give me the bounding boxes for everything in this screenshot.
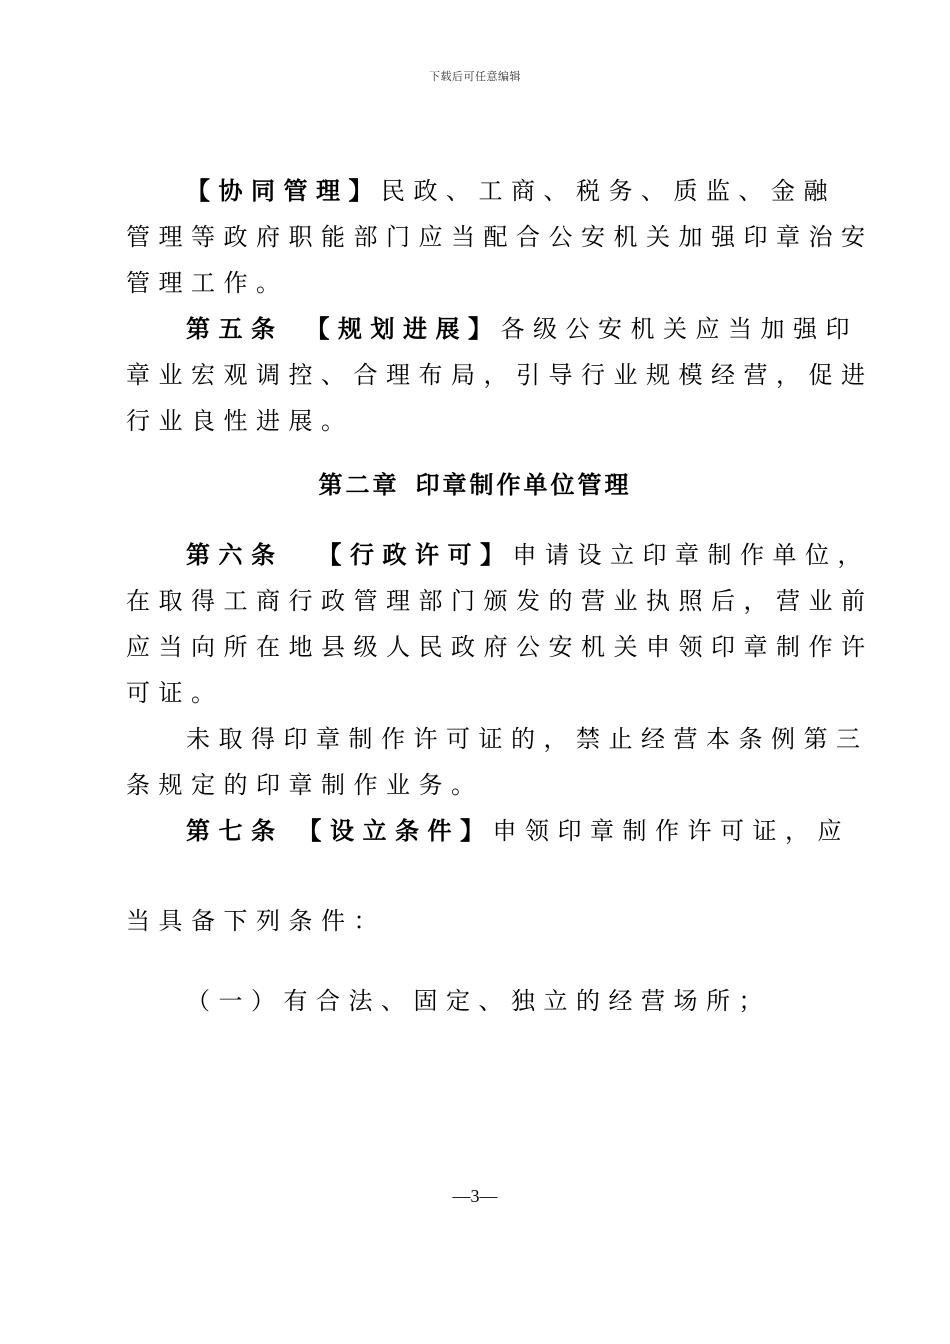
list-item: （一）有合法、固定、独立的经营场所； <box>186 987 771 1015</box>
article-number: 第七条 <box>186 817 284 845</box>
clause-tag: 【设立条件】 <box>297 817 493 845</box>
text-line <box>186 176 836 206</box>
text-line: 当具备下列条件： <box>126 907 386 935</box>
text-line: 应当向所在地县级人民政府公安机关申领印章制作许 <box>126 633 874 661</box>
text-line: 可证。 <box>126 679 224 707</box>
text-line: 管理等政府职能部门应当配合公安机关加强印章治安 <box>126 223 874 251</box>
text-line: 在取得工商行政管理部门颁发的营业执照后，营业前 <box>126 587 874 615</box>
chapter-heading <box>0 470 950 500</box>
article-number: 第五条 <box>186 315 284 343</box>
text-line: 未取得印章制作许可证的，禁止经营本条例第三 <box>186 725 869 753</box>
clause-tag: 【行政许可】 <box>317 541 513 569</box>
chapter-number: 第二章 <box>318 471 400 499</box>
text-span: 民政、工商、税务、质监、金融 <box>381 177 836 205</box>
text-line <box>186 314 858 344</box>
text-span: 申请设立印章制作单位， <box>512 541 870 569</box>
text-line: 行业良性进展。 <box>126 407 354 435</box>
text-line: 条规定的印章制作业务。 <box>126 771 484 799</box>
clause-tag: 【协同管理】 <box>186 177 381 205</box>
text-line: 章业宏观调控、合理布局，引导行业规模经营，促进 <box>126 361 874 389</box>
text-line <box>186 816 850 846</box>
article-number: 第六条 <box>186 541 284 569</box>
text-line <box>186 540 870 570</box>
text-span: 各级公安机关应当加强印 <box>500 315 858 343</box>
text-line: 管理工作。 <box>126 269 289 297</box>
clause-tag: 【规划进展】 <box>305 315 501 343</box>
header-note: 下载后可任意编辑 <box>429 70 521 83</box>
chapter-title: 印章制作单位管理 <box>415 471 632 499</box>
page-number: —3— <box>452 1186 498 1206</box>
text-span: 申领印章制作许可证，应 <box>492 817 850 845</box>
